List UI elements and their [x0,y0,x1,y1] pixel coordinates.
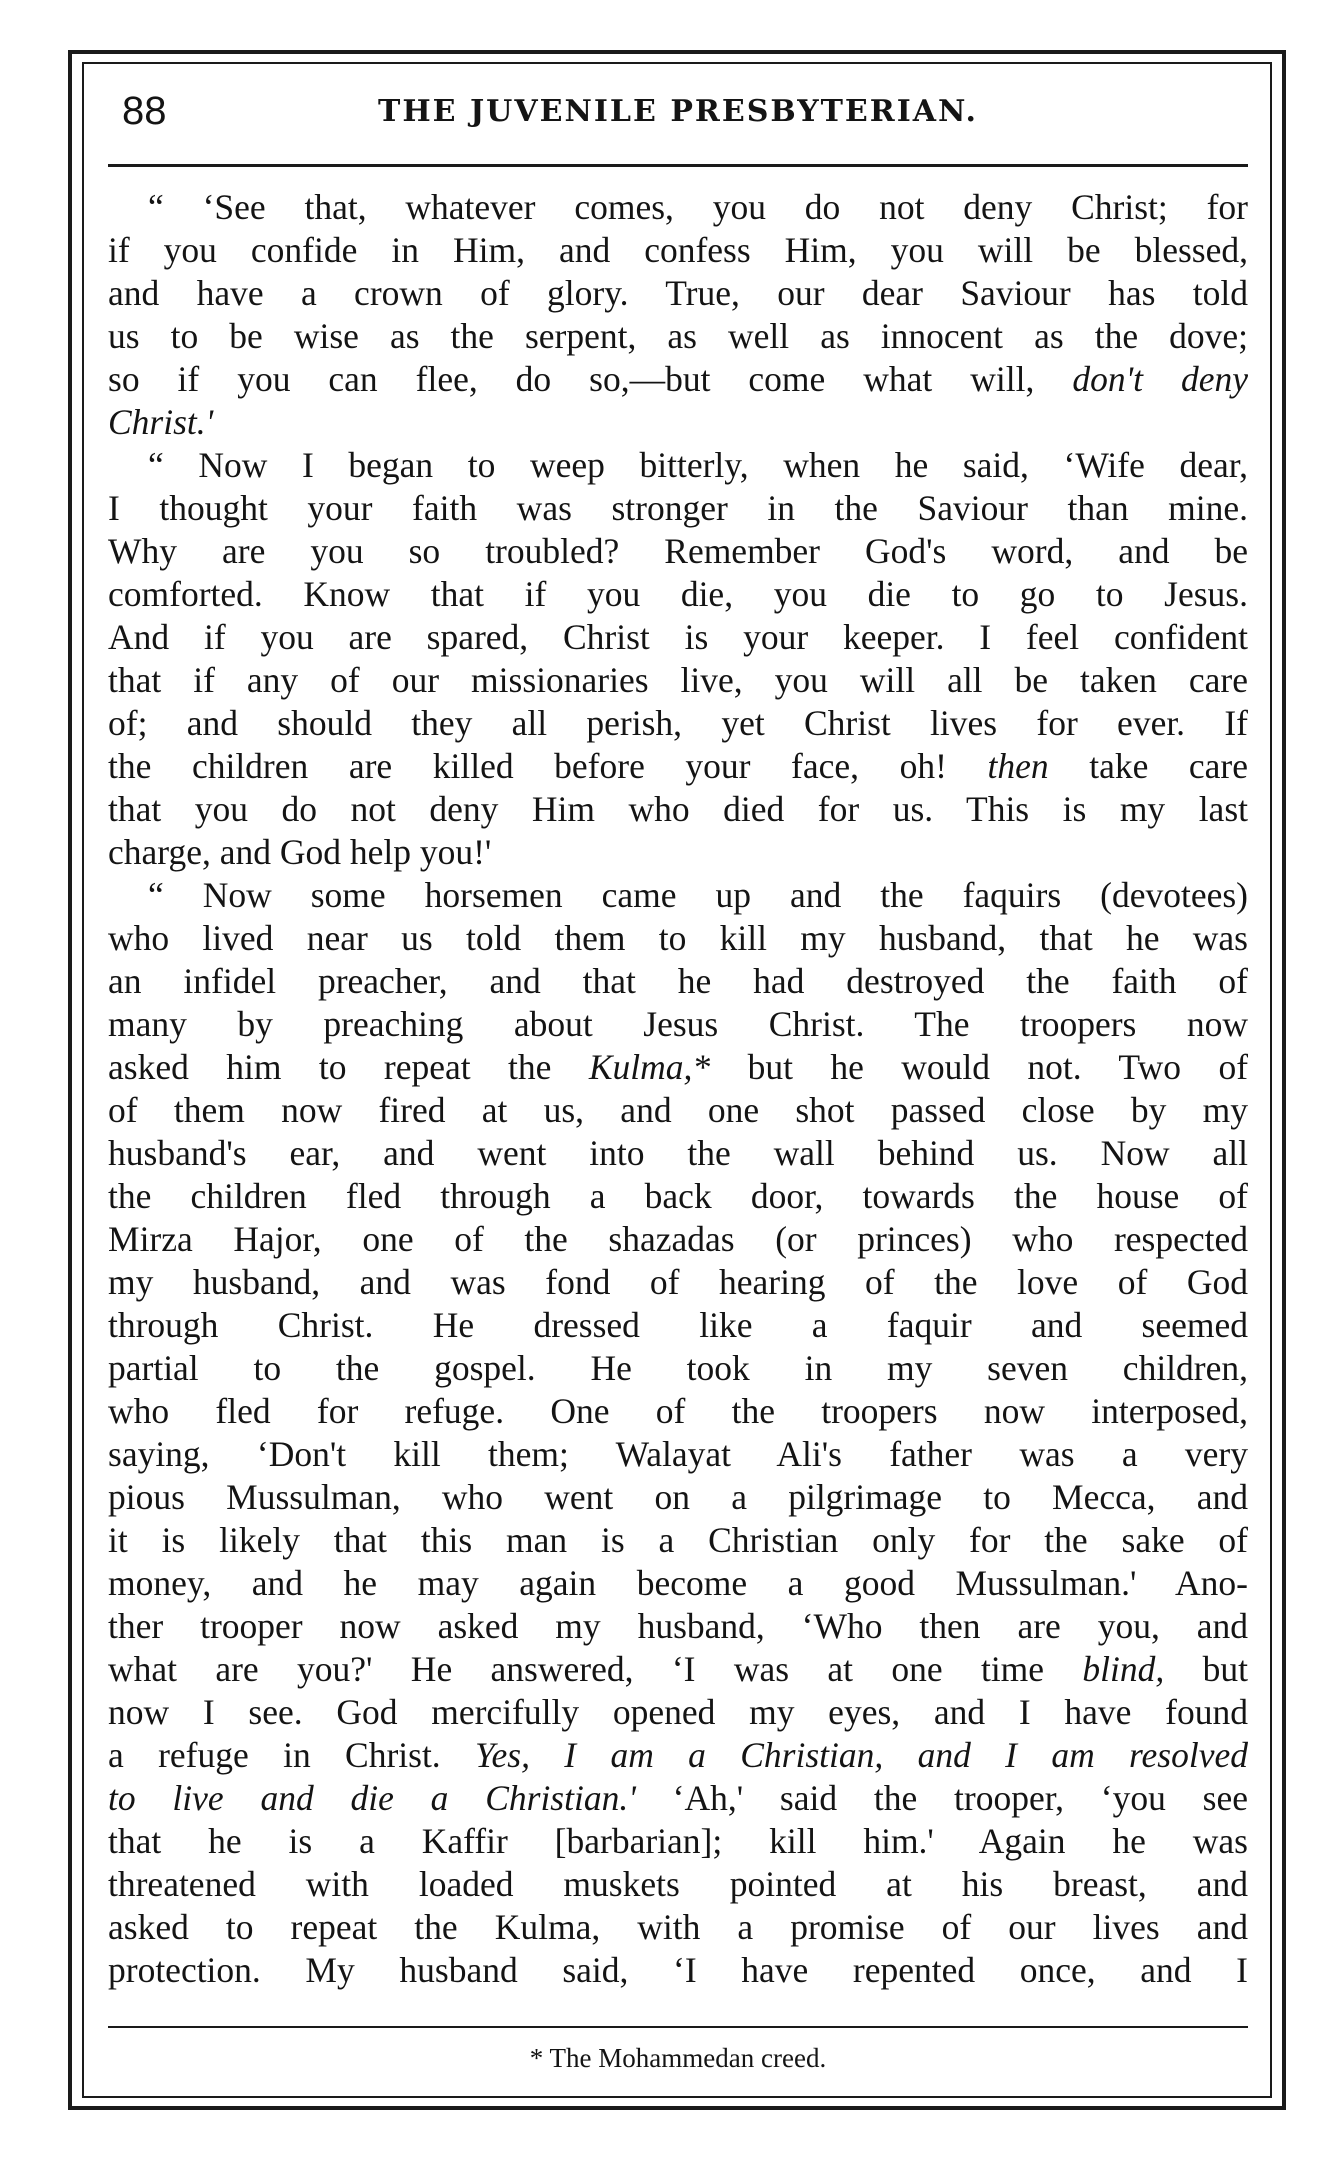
emphasis: Yes, I am a Christian, and I am resolved [475,1735,1248,1775]
running-title: THE JUVENILE PRESBYTERIAN. [378,94,978,129]
text-line: “ Now some horsemen came up and the faquirs (devotees) [148,875,1248,915]
text-line: many by preaching about Jesus Christ. The troopers now [108,1004,1248,1044]
text-line: “ Now I began to weep bitterly, when he said, ‘Wife dear, [148,445,1248,485]
page-number: 88 [122,89,167,133]
text-line: so if you can flee, do so,—but come what will, don't deny [108,359,1248,399]
text-line: and have a crown of glory. True, our dear Saviour has told [108,273,1248,313]
text-line: I thought your faith was stronger in the Saviour than mine. [108,488,1248,528]
text-line: that he is a Kaffir [barbarian]; kill him.' Again he was [108,1821,1248,1861]
text-line: asked him to repeat the Kulma,* but he would not. Two of [108,1047,1248,1087]
text-line: my husband, and was fond of hearing of the love of God [108,1262,1248,1302]
text-line: pious Mussulman, who went on a pilgrimage to Mecca, and [108,1477,1248,1517]
text-line: comforted. Know that if you die, you die to go to Jesus. [108,574,1248,614]
text-line: threatened with loaded muskets pointed at his breast, and [108,1864,1248,1904]
text-line: who fled for refuge. One of the troopers now interposed, [108,1391,1248,1431]
emphasis: blind, [1082,1649,1165,1689]
header-rule [108,164,1248,167]
text-line: ther trooper now asked my husband, ‘Who then are you, and [108,1606,1248,1646]
text-line: “ ‘See that, whatever comes, you do not deny Christ; for [148,187,1248,227]
text-line: it is likely that this man is a Christian only for the sake of [108,1520,1248,1560]
article-body [108,186,1248,1992]
text-line: money, and he may again become a good Mussulman.' Ano- [108,1563,1248,1603]
text-line: the children fled through a back door, towards the house of [108,1176,1248,1216]
text-line: that you do not deny Him who died for us. This is my last [108,789,1248,829]
footnote: * The Mohammedan creed. [529,2043,827,2073]
text-line: husband's ear, and went into the wall behind us. Now all [108,1133,1248,1173]
emphasis: Christ.' [108,402,214,442]
text-line: asked to repeat the Kulma, with a promise of our lives and [108,1907,1248,1947]
text-line [108,401,1248,444]
text-line: protection. My husband said, ‘I have repented once, and I [108,1950,1248,1990]
text-line: what are you?' He answered, ‘I was at one time blind, but [108,1649,1248,1689]
text-line: of; and should they all perish, yet Christ lives for ever. If [108,703,1248,743]
text-line: And if you are spared, Christ is your keeper. I feel confident [108,617,1248,657]
emphasis: then [987,746,1049,786]
emphasis: to live and die a Christian.' [108,1778,636,1818]
page-header [108,80,1248,150]
text-line: through Christ. He dressed like a faquir and seemed [108,1305,1248,1345]
text-line: partial to the gospel. He took in my seven children, [108,1348,1248,1388]
emphasis: don't deny [1072,359,1248,399]
text-line: a refuge in Christ. Yes, I am a Christian, and I am resolved [108,1735,1248,1775]
text-line: now I see. God mercifully opened my eyes, and I have found [108,1692,1248,1732]
text-line: Why are you so troubled? Remember God's word, and be [108,531,1248,571]
text-line: an infidel preacher, and that he had destroyed the faith of [108,961,1248,1001]
text-line: the children are killed before your face, oh! then take care [108,746,1248,786]
text-line: if you confide in Him, and confess Him, you will be blessed, [108,230,1248,270]
footnote-rule [108,2026,1248,2028]
text-line: to live and die a Christian.' ‘Ah,' said the trooper, ‘you see [108,1778,1248,1818]
text-line: that if any of our missionaries live, you will all be taken care [108,660,1248,700]
text-line: of them now fired at us, and one shot passed close by my [108,1090,1248,1130]
text-line: charge, and God help you!' [108,832,492,872]
text-line: saying, ‘Don't kill them; Walayat Ali's father was a very [108,1434,1248,1474]
emphasis: Kulma,* [588,1047,711,1087]
text-line: us to be wise as the serpent, as well as innocent as the dove; [108,316,1248,356]
text-line: Mirza Hajor, one of the shazadas (or princes) who respected [108,1219,1248,1259]
text-line: who lived near us told them to kill my husband, that he was [108,918,1248,958]
